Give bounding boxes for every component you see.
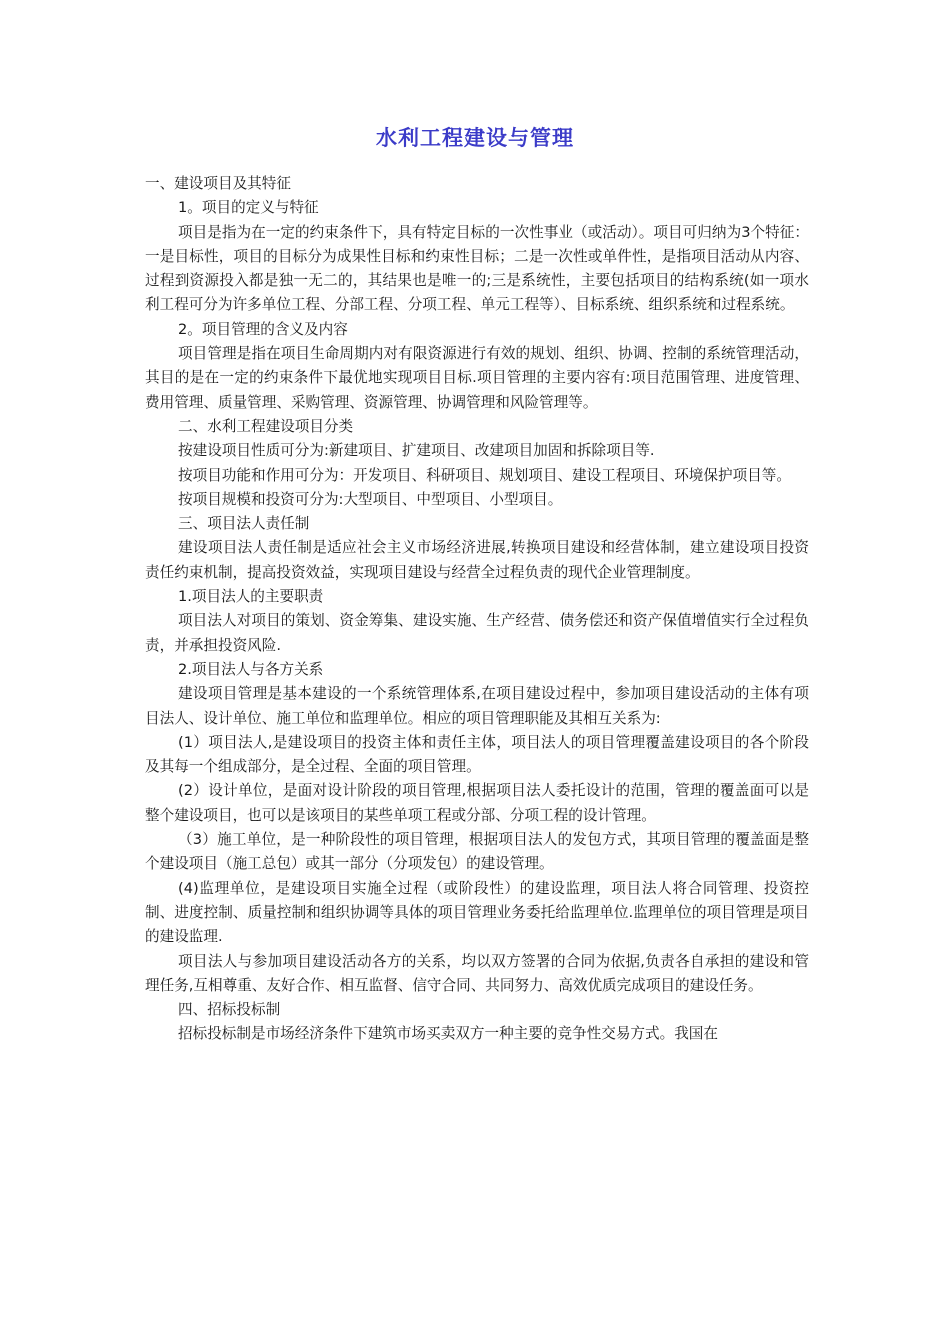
paragraph: 招标投标制是市场经济条件下建筑市场买卖双方一种主要的竞争性交易方式。我国在 bbox=[178, 1025, 718, 1043]
paragraph: 建设项目管理是基本建设的一个系统管理体系,在项目建设过程中，参加项目建设活动的主体有项目法人、设计单位、施工单位和监理单位。相应的项目管理职能及其相互关系为: bbox=[145, 685, 809, 727]
paragraph: （3）施工单位，是一种阶段性的项目管理，根据项目法人的发包方式，其项目管理的覆盖面是整个建设项目（施工总包）或其一部分（分项发包）的建设管理。 bbox=[145, 831, 809, 873]
paragraph: 2.项目法人与各方关系 bbox=[178, 660, 324, 678]
paragraph: 按项目功能和作用可分为：开发项目、科研项目、规划项目、建设工程项目、环境保护项目等。 bbox=[178, 466, 791, 484]
paragraph: 按建设项目性质可分为:新建项目、扩建项目、改建项目加固和拆除项目等. bbox=[178, 442, 655, 460]
paragraph: 1.项目法人的主要职责 bbox=[178, 588, 324, 606]
document-body bbox=[145, 172, 809, 1047]
paragraph: 四、招标投标制 bbox=[178, 1001, 281, 1019]
document-title: 水利工程建设与管理 bbox=[376, 126, 574, 150]
paragraph: 建设项目法人责任制是适应社会主义市场经济进展,转换项目建设和经营体制，建立建设项目投资责任约束机制，提高投资效益，实现项目建设与经营全过程负责的现代企业管理制度。 bbox=[145, 539, 809, 581]
paragraph: 项目管理是指在项目生命周期内对有限资源进行有效的规划、组织、协调、控制的系统管理活动，其目的是在一定的约束条件下最优地实现项目目标.项目管理的主要内容有:项目范围管理、进度管理、费用管理、质量管理、采购管理、资源管理、协调管理和风险管理等。 bbox=[145, 345, 809, 411]
paragraph: 1。项目的定义与特征 bbox=[178, 199, 319, 217]
paragraph: 项目是指为在一定的约束条件下，具有特定目标的一次性事业（或活动）。项目可归纳为3个特征：一是目标性，项目的目标分为成果性目标和约束性目标；二是一次性或单件性，是指项目活动从内容、过程到资源投入都是独一无二的，其结果也是唯一的;三是系统性，主要包括项目的结构系统(如一项水利工程可分为许多单位工程、分部工程、分项工程、单元工程等）、目标系统、组织系统和过程系统。 bbox=[145, 223, 809, 314]
paragraph: 二、水利工程建设项目分类 bbox=[178, 417, 354, 435]
paragraph: 三、项目法人责任制 bbox=[178, 515, 310, 533]
paragraph: (4)监理单位，是建设项目实施全过程（或阶段性）的建设监理，项目法人将合同管理、投资控制、进度控制、质量控制和组织协调等具体的项目管理业务委托给监理单位.监理单位的项目管理是项目的建设监理. bbox=[145, 879, 809, 946]
paragraph: (1）项目法人,是建设项目的投资主体和责任主体，项目法人的项目管理覆盖建设项目的各个阶段及其每一个组成部分，是全过程、全面的项目管理。 bbox=[145, 733, 809, 776]
section-heading: 一、建设项目及其特征 bbox=[145, 175, 291, 192]
paragraph: (2）设计单位，是面对设计阶段的项目管理,根据项目法人委托设计的范围，管理的覆盖面可以是整个建设项目，也可以是该项目的某些单项工程或分部、分项工程的设计管理。 bbox=[145, 782, 809, 824]
paragraph: 项目法人对项目的策划、资金筹集、建设实施、生产经营、债务偿还和资产保值增值实行全过程负责，并承担投资风险. bbox=[145, 612, 809, 654]
paragraph: 项目法人与参加项目建设活动各方的关系，均以双方签署的合同为依据,负责各自承担的建设和管理任务,互相尊重、友好合作、相互监督、信守合同、共同努力、高效优质完成项目的建设任务。 bbox=[145, 952, 809, 994]
paragraph: 按项目规模和投资可分为:大型项目、中型项目、小型项目。 bbox=[178, 490, 563, 508]
paragraph: 2。项目管理的含义及内容 bbox=[178, 320, 348, 338]
